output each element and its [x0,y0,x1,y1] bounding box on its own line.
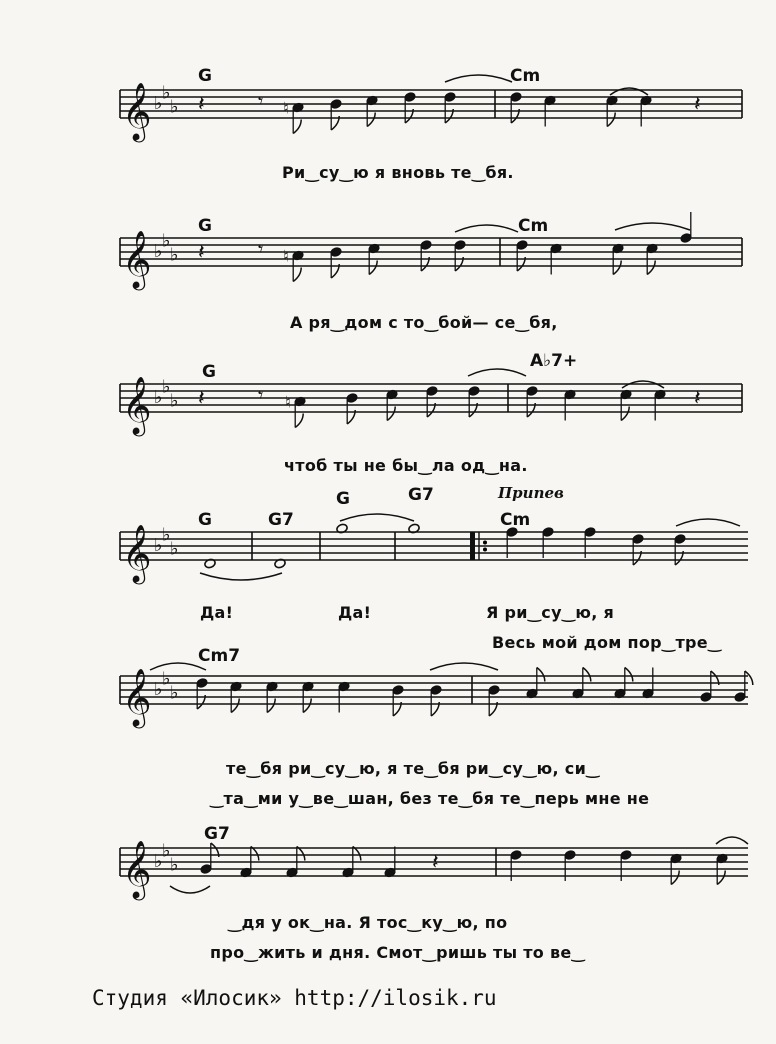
treble-clef-icon: 𝄞 [122,840,152,898]
tie-slur [676,519,740,526]
eighth-rest-icon: 𝄾 [258,89,264,114]
flat-icon: ♭ [170,854,179,876]
flat-icon: ♭ [162,376,171,398]
chord-symbol: Cm [510,66,541,86]
note-flag [613,261,621,275]
treble-clef-icon: 𝄞 [122,82,152,140]
lyric-line: чтоб ты не бы‿ла од‿на. [284,456,528,475]
chord-symbol: Cm [518,216,549,236]
note-flag [607,113,615,127]
flat-icon: ♭ [154,851,163,872]
note-flag [367,113,375,127]
lyric-line: Я ри‿су‿ю, я [486,603,615,622]
tie-slur [455,225,518,232]
flat-icon: ♭ [170,538,179,560]
rest-icon: 𝄽 [694,92,701,117]
flat-icon: ♭ [154,387,163,408]
lyric-line: ‿та‿ми у‿ве‿шан, без те‿бя те‿перь мне не [210,789,650,808]
note-flag [293,268,301,282]
rest-icon: 𝄽 [198,386,205,411]
chord-symbol: G [202,362,216,382]
tie-slur [445,75,512,82]
chord-symbol: G [198,66,212,86]
flat-icon: ♭ [162,230,171,252]
chord-symbol: G [198,216,212,236]
note-flag [583,668,591,682]
flat-icon: ♭ [170,390,179,412]
flat-icon: ♭ [154,535,163,556]
eighth-rest-icon: 𝄾 [258,237,264,262]
tie-slur [340,514,414,521]
flat-icon: ♭ [170,244,179,266]
tie-slur [430,663,498,670]
flat-icon: ♭ [162,840,171,862]
chord-symbol: Cm [500,510,531,530]
flat-icon: ♭ [162,668,171,690]
chord-symbol: G7 [408,485,434,505]
natural-icon: ♮ [283,98,289,118]
note-flag [303,699,311,713]
note-flag [231,699,239,713]
flat-icon: ♭ [170,96,179,118]
eighth-rest-icon: 𝄾 [258,383,264,408]
lyric-line: Весь мой дом пор‿тре‿ [492,633,722,652]
note-flag [293,120,301,134]
treble-clef-icon: 𝄞 [122,376,152,434]
footer-credit: Студия «Илосик» http://ilosik.ru [92,986,497,1010]
flat-icon: ♭ [162,82,171,104]
flat-icon: ♭ [154,93,163,114]
rest-icon: 𝄽 [198,92,205,117]
repeat-dot [483,548,487,552]
treble-clef-icon: 𝄞 [122,668,152,726]
natural-icon: ♮ [283,246,289,266]
section-label: Припев [498,484,564,502]
note-flag [387,407,395,421]
note-flag [717,871,725,885]
lyric-line: Ри‿су‿ю я вновь те‿бя. [282,163,514,182]
note-flag [621,407,629,421]
rest-icon: 𝄽 [198,240,205,265]
note-flag [625,668,633,682]
repeat-barline-thick [470,532,475,560]
chord-symbol: G7 [204,824,230,844]
note-flag [369,261,377,275]
rest-icon: 𝄽 [694,386,701,411]
lyric-line: Да! [338,603,372,622]
lyric-line: те‿бя ри‿су‿ю, я те‿бя ри‿су‿ю, си‿ [226,759,600,778]
note-flag [267,699,275,713]
tie-slur [716,837,748,844]
treble-clef-icon: 𝄞 [122,230,152,288]
lyric-line: Да! [200,603,234,622]
flat-icon: ♭ [154,679,163,700]
flat-icon: ♭ [162,524,171,546]
tie-slur [200,573,282,580]
chord-symbol: Cm7 [198,646,241,666]
rest-icon: 𝄽 [432,850,439,875]
natural-icon: ♮ [285,392,291,412]
chord-symbol: G [198,510,212,530]
chord-symbol: G7 [268,510,294,530]
lyric-line: А ря‿дом с то‿бой— се‿бя, [290,313,558,332]
treble-clef-icon: 𝄞 [122,524,152,582]
note-flag [537,668,545,682]
tie-slur [615,223,690,230]
chord-symbol: A♭7+ [530,351,578,371]
repeat-dot [483,541,487,545]
note-flag [647,261,655,275]
note-flag [671,871,679,885]
tie-slur [468,369,526,376]
chord-symbol: G [336,489,350,509]
tie-slur [610,88,648,95]
flat-icon: ♭ [170,682,179,704]
lyric-line: про‿жить и дня. Смот‿ришь ты то ве‿ [210,943,586,962]
lyric-line: ‿дя у ок‿на. Я тос‿ку‿ю, по [228,913,508,932]
flat-icon: ♭ [154,241,163,262]
note-flag [295,414,303,428]
tie-slur [170,886,210,893]
